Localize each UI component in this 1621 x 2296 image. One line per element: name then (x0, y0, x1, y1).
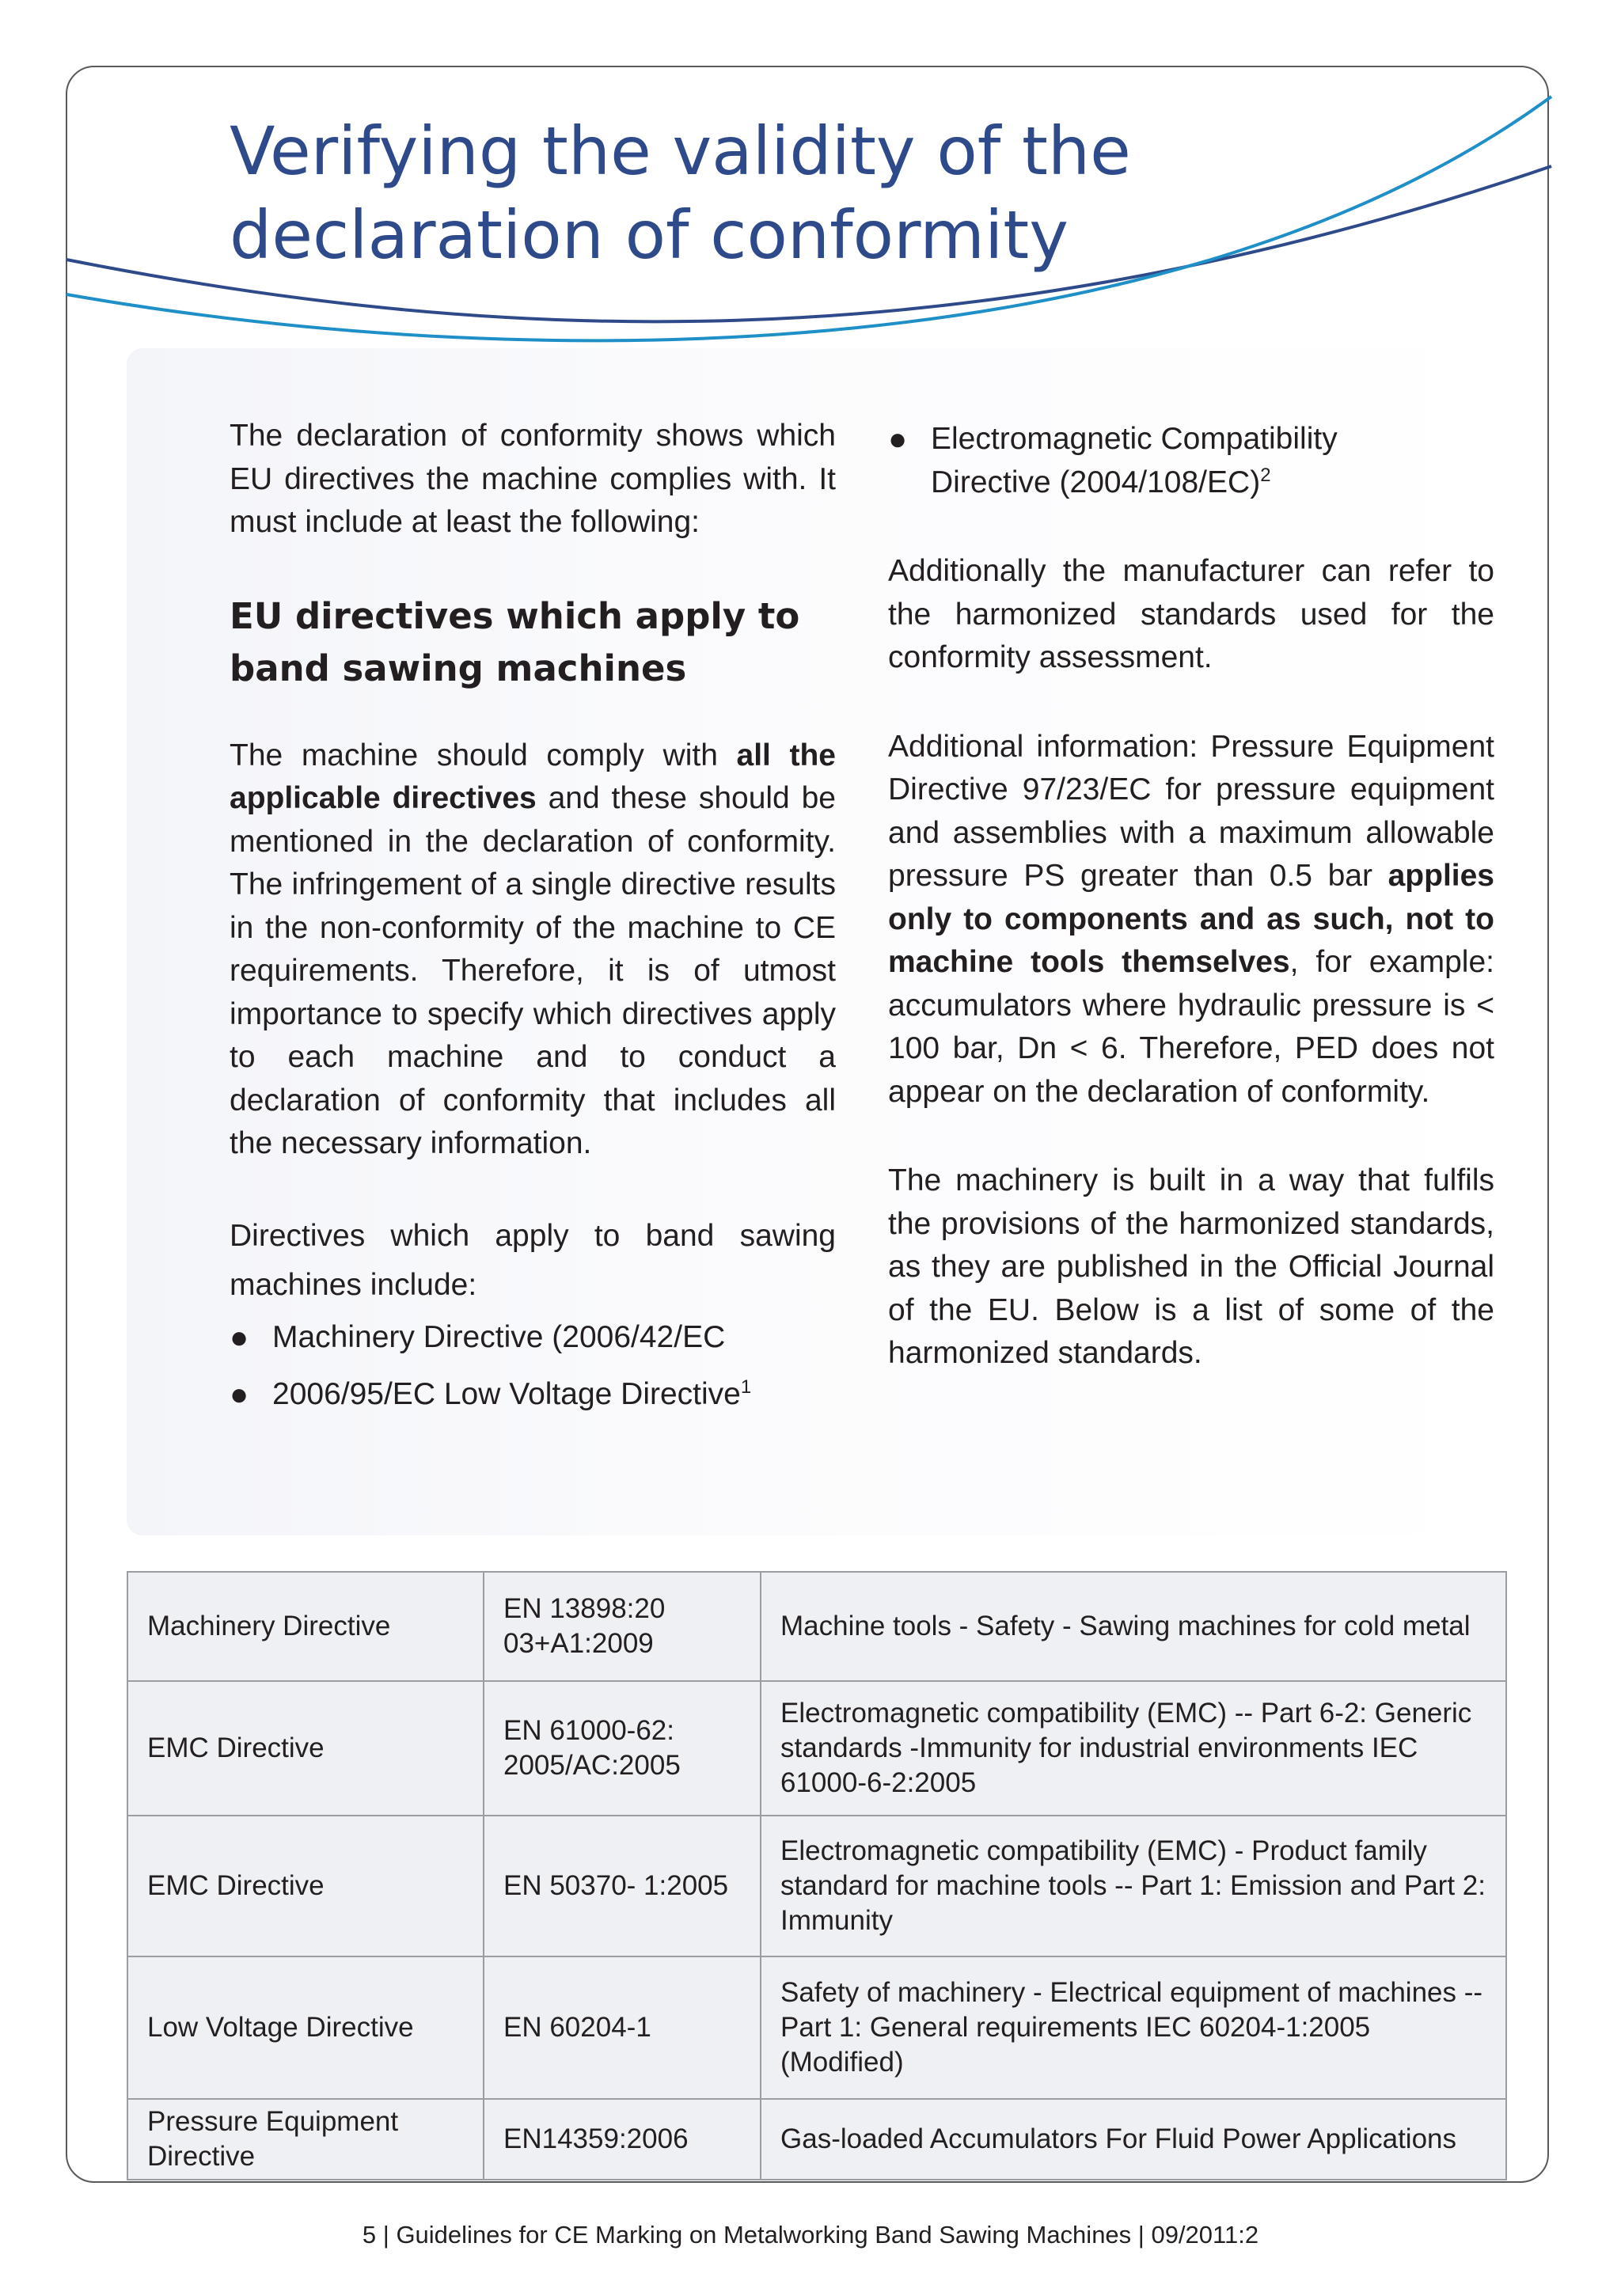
standard-cell: EN 13898:20 03+A1:2009 (484, 1572, 761, 1681)
harmonized-standards-paragraph: Additionally the manufacturer can refer to the harmonized standards used for the conformity assessment. (888, 554, 1494, 674)
bullet-icon: ● (230, 1319, 249, 1355)
list-item (230, 1373, 836, 1417)
machinery-paragraph: The machinery is built in a way that fulfils the provisions of the harmonized standards, as they are published in the Official Journal of the EU. Below is a list of some of the harmonized standards. (888, 1163, 1494, 1370)
page-title (230, 109, 1258, 277)
standards-table (127, 1571, 1507, 2180)
left-column (230, 415, 836, 1417)
compliance-emphasis: all the applicable directives (230, 738, 836, 815)
list-item (230, 1316, 836, 1360)
page-title-line2: declaration of conformity (230, 196, 1069, 274)
intro-paragraph: The declaration of conformity shows which EU directives the machine complies with. It must include at least the following: (230, 419, 836, 539)
description-cell: Electromagnetic compatibility (EMC) - Product family standard for machine tools -- Part 1: Emission and Part 2: Immunity (761, 1816, 1506, 1956)
directive-cell: Machinery Directive (127, 1572, 484, 1681)
directive-cell: EMC Directive (127, 1816, 484, 1956)
directives-list-continued (888, 418, 1494, 504)
table-row (127, 1681, 1506, 1816)
section-subheading (230, 590, 836, 695)
directives-list (230, 1316, 836, 1417)
directive-cell: Pressure Equipment Directive (127, 2099, 484, 2180)
description-cell: Safety of machinery - Electrical equipment of machines -- Part 1: General requirements IEC 60204-1:2005 (Modified) (761, 1956, 1506, 2099)
additional-info-start: Additional information: Pressure Equipment Directive 97/23/EC for pressure equipment and assemblies with a maximum allowable pressure PS greater than 0.5 bar (888, 729, 1494, 893)
compliance-text-end: and these should be mentioned in the declaration of conformity. The infringement of a single directive results in the non-conformity of the machine to CE requirements. Therefore, it is of utmost importance to specify which directives apply to each machine and to conduct a declaration of conformity that includes all the necessary information. (230, 781, 836, 1160)
page-title-line1: Verifying the validity of the (230, 112, 1131, 190)
bullet-icon: ● (888, 422, 908, 457)
standard-cell: EN 50370- 1:2005 (484, 1816, 761, 1956)
footnote-ref: 2 (1260, 464, 1271, 486)
directive-cell: Low Voltage Directive (127, 1956, 484, 2099)
table-row (127, 2099, 1506, 2180)
footnote-ref: 1 (740, 1376, 752, 1398)
table-row (127, 1956, 1506, 2099)
bullet-text: 2006/95/EC Low Voltage Directive (272, 1377, 741, 1411)
description-cell: Electromagnetic compatibility (EMC) -- Part 6-2: Generic standards -Immunity for industrial environments IEC 61000-6-2:2005 (761, 1681, 1506, 1816)
standard-cell: EN 60204-1 (484, 1956, 761, 2099)
right-column (888, 418, 1494, 1376)
table-row (127, 1572, 1506, 1681)
bullet-text-line2: Directive (2004/108/EC) (931, 465, 1261, 499)
compliance-paragraph (230, 734, 836, 1166)
bullet-icon: ● (230, 1377, 249, 1412)
table-row (127, 1816, 1506, 1956)
additional-info-paragraph (888, 726, 1494, 1114)
bullet-text: Machinery Directive (2006/42/EC (272, 1319, 726, 1354)
directives-intro: Directives which apply to band sawing machines include: (230, 1218, 836, 1302)
bullet-text-line1: Electromagnetic Compatibility (931, 422, 1338, 456)
description-cell: Gas-loaded Accumulators For Fluid Power Applications (761, 2099, 1506, 2180)
standard-cell: EN 61000-62: 2005/AC:2005 (484, 1681, 761, 1816)
compliance-text-start: The machine should comply with (230, 738, 737, 772)
subheading-line1: EU directives which apply to (230, 594, 800, 637)
directive-cell: EMC Directive (127, 1681, 484, 1816)
standard-cell: EN14359:2006 (484, 2099, 761, 2180)
list-item (888, 418, 1494, 504)
description-cell: Machine tools - Safety - Sawing machines for cold metal (761, 1572, 1506, 1681)
additional-info-emphasis: applies only to components and as such, not to machine tools themselves (888, 859, 1494, 979)
additional-info-end: , for example: accumulators where hydraulic pressure is < 100 bar, Dn < 6. Therefore, PED does not appear on the declaration of conformity. (888, 945, 1494, 1109)
page-footer: 5 | Guidelines for CE Marking on Metalworking Band Sawing Machines | 09/2011:2 (362, 2221, 1259, 2249)
subheading-line2: band sawing machines (230, 647, 687, 689)
